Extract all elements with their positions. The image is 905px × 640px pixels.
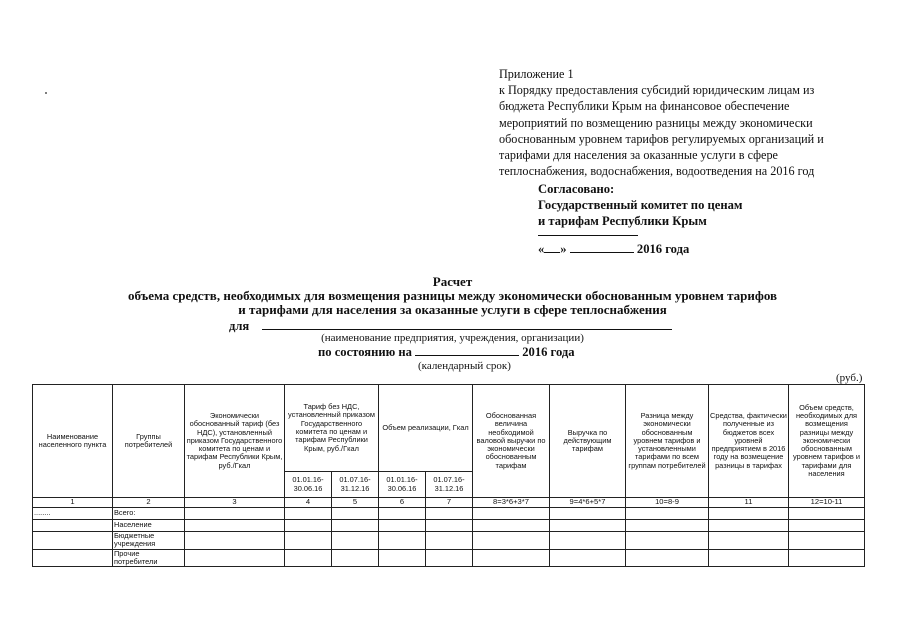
- value-cell: [626, 520, 709, 532]
- appendix-line: обоснованным уровнем тарифов регулируемых организаций и: [499, 131, 824, 146]
- value-cell: [285, 549, 332, 567]
- appendix-block: [499, 66, 879, 179]
- date-open-quote: «: [538, 242, 545, 256]
- doc-title: Расчет: [432, 274, 473, 289]
- value-cell: [285, 508, 332, 520]
- consumer-group-cell: Прочие потребители: [113, 549, 185, 567]
- scan-speck: [45, 92, 47, 94]
- value-cell: [550, 508, 626, 520]
- header-settlement: Наименование населенного пункта: [33, 385, 113, 498]
- value-cell: [473, 549, 550, 567]
- value-cell: [626, 532, 709, 550]
- value-cell: [185, 508, 285, 520]
- approval-block: [538, 182, 743, 229]
- value-cell: [709, 532, 789, 550]
- month-blank: [570, 242, 634, 253]
- value-cell: [473, 532, 550, 550]
- approval-line: Государственный комитет по ценам: [538, 197, 743, 212]
- appendix-line: мероприятий по возмещению разницы между экономически: [499, 115, 813, 130]
- table-row: [33, 508, 865, 520]
- settlement-cell: [33, 549, 113, 567]
- value-cell: [709, 508, 789, 520]
- value-cell: [626, 549, 709, 567]
- as-of-suffix: 2016 года: [522, 345, 575, 359]
- value-cell: [379, 508, 426, 520]
- value-cell: [473, 508, 550, 520]
- value-cell: [379, 549, 426, 567]
- column-number: 7: [426, 498, 473, 508]
- appendix-line: Приложение 1: [499, 67, 574, 81]
- value-cell: [332, 508, 379, 520]
- column-number: 10=8-9: [626, 498, 709, 508]
- value-cell: [426, 520, 473, 532]
- settlement-cell: [33, 520, 113, 532]
- header-sales-volume: Объем реализации, Гкал: [379, 385, 473, 472]
- column-number: 6: [379, 498, 426, 508]
- doc-subtitle-line2: и тарифами для населения за оказанные услуги в сфере теплоснабжения: [238, 302, 667, 317]
- header-tariff-difference: Разница между экономически обоснованным уровнем тарифов и установленными тарифами по всем группам потребителей: [626, 385, 709, 498]
- header-funds-needed: Объем средств, необходимых для возмещения разницы между экономически обоснованным уровнем тарифов и тарифами для населения: [789, 385, 865, 498]
- column-number: 2: [113, 498, 185, 508]
- header-budget-funds: Средства, фактически полученные из бюджетов всех уровней предприятием в 2016 году на возмещение разницы в тарифах: [709, 385, 789, 498]
- value-cell: [185, 520, 285, 532]
- currency-unit: (руб.): [836, 372, 863, 384]
- consumer-group-cell: Всего:: [113, 508, 185, 520]
- header-volume-h1: 01.01.16-30.06.16: [379, 472, 426, 498]
- value-cell: [709, 549, 789, 567]
- table-row: [33, 520, 865, 532]
- value-cell: [426, 549, 473, 567]
- table-row: [33, 532, 865, 550]
- value-cell: [789, 508, 865, 520]
- column-number: 5: [332, 498, 379, 508]
- value-cell: [709, 520, 789, 532]
- organization-blank: [262, 329, 672, 330]
- as-of-prefix: по состоянию на: [318, 345, 412, 359]
- header-consumer-groups: Группы потребителей: [113, 385, 185, 498]
- approval-line: и тарифам Республики Крым: [538, 213, 707, 228]
- date-hint: (календарный срок): [418, 360, 511, 372]
- calculation-table: [32, 384, 865, 567]
- header-period-h1: 01.01.16-30.06.16: [285, 472, 332, 498]
- value-cell: [550, 520, 626, 532]
- consumer-group-cell: Население: [113, 520, 185, 532]
- date-blank: [415, 345, 519, 356]
- approval-line: Согласовано:: [538, 182, 615, 196]
- value-cell: [185, 549, 285, 567]
- column-number: 3: [185, 498, 285, 508]
- value-cell: [379, 520, 426, 532]
- organization-hint: (наименование предприятия, учреждения, организации): [321, 332, 584, 344]
- value-cell: [626, 508, 709, 520]
- value-cell: [332, 520, 379, 532]
- date-suffix: 2016 года: [636, 242, 690, 256]
- column-number: 8=3*6+3*7: [473, 498, 550, 508]
- value-cell: [789, 532, 865, 550]
- day-blank: [544, 242, 560, 253]
- appendix-line: тарифами для населения за оказанные услуги в сфере: [499, 148, 778, 163]
- value-cell: [285, 520, 332, 532]
- appendix-line: теплоснабжения, водоснабжения, водоотведения на 2016 год: [499, 164, 815, 179]
- settlement-cell: ........: [33, 508, 113, 520]
- doc-subtitle-line1: объема средств, необходимых для возмещения разницы между экономически обоснованным уровнем тарифов: [127, 288, 778, 303]
- header-tariff-no-vat: Тариф без НДС, установленный приказом Государственного комитета по ценам и тарифам Республики Крым, руб./Гкал: [285, 385, 379, 472]
- header-economic-tariff: Экономически обоснованный тариф (без НДС), установленный приказом Государственного комитета по ценам и тарифам Республики Крым, руб./Гкал: [185, 385, 285, 498]
- column-number: 9=4*6+5*7: [550, 498, 626, 508]
- value-cell: [473, 520, 550, 532]
- column-number: 1: [33, 498, 113, 508]
- value-cell: [285, 532, 332, 550]
- appendix-line: к Порядку предоставления субсидий юридическим лицам из: [499, 83, 815, 98]
- value-cell: [426, 532, 473, 550]
- header-required-revenue: Обоснованная величина необходимой валовой выручки по экономически обоснованным тарифам: [473, 385, 550, 498]
- value-cell: [379, 532, 426, 550]
- date-close-quote: »: [560, 242, 567, 256]
- signature-line: [538, 225, 638, 236]
- value-cell: [332, 549, 379, 567]
- column-number: 12=10-11: [789, 498, 865, 508]
- value-cell: [550, 549, 626, 567]
- header-current-revenue: Выручка по действующим тарифам: [550, 385, 626, 498]
- for-label: для: [229, 319, 250, 333]
- table-row: [33, 549, 865, 567]
- value-cell: [789, 520, 865, 532]
- as-of-date: [318, 345, 575, 360]
- header-row: [33, 385, 865, 472]
- value-cell: [426, 508, 473, 520]
- approval-date: [538, 242, 689, 257]
- header-period-h2: 01.07.16-31.12.16: [332, 472, 379, 498]
- column-number: 11: [709, 498, 789, 508]
- appendix-line: бюджета Республики Крым на финансовое обеспечение: [499, 99, 790, 114]
- value-cell: [185, 532, 285, 550]
- header-volume-h2: 01.07.16-31.12.16: [426, 472, 473, 498]
- consumer-group-cell: Бюджетные учреждения: [113, 532, 185, 550]
- column-number: 4: [285, 498, 332, 508]
- value-cell: [332, 532, 379, 550]
- settlement-cell: [33, 532, 113, 550]
- column-number-row: [33, 498, 865, 508]
- value-cell: [789, 549, 865, 567]
- value-cell: [550, 532, 626, 550]
